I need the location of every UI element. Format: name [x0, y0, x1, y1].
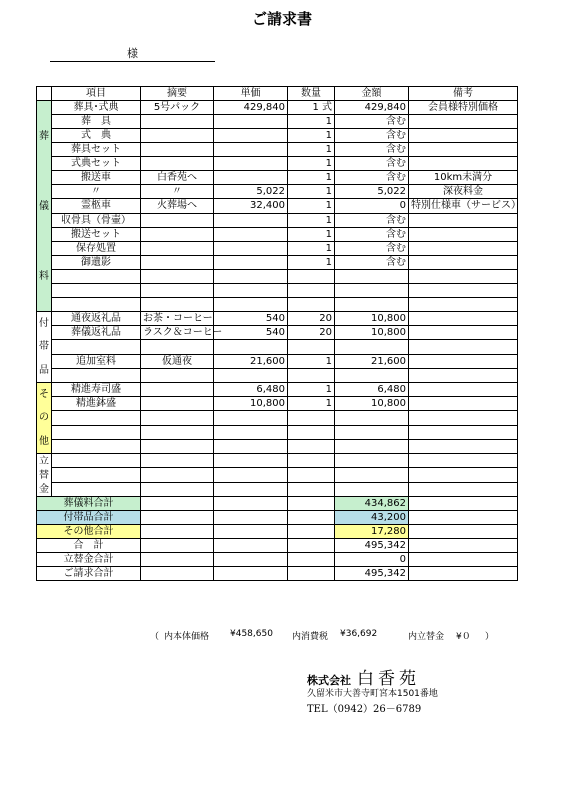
total-label: 葬儀料合計 — [37, 497, 141, 511]
note-cell: 会員様特別価格 — [409, 101, 518, 115]
footer-close: ） — [485, 632, 495, 642]
total-amount: 495,342 — [335, 567, 409, 581]
footer-open: （ — [150, 632, 160, 642]
total-blank — [409, 553, 518, 567]
qty-cell: 20 — [288, 326, 335, 340]
price-cell — [214, 297, 288, 311]
total-blank — [214, 553, 288, 567]
qty-cell: 1 式 — [288, 101, 335, 115]
amount-cell: 含む — [335, 227, 409, 241]
item-cell: 搬送車 — [52, 171, 141, 185]
note-cell — [409, 269, 518, 283]
amount-cell: 429,840 — [335, 101, 409, 115]
total-amount: 495,342 — [335, 539, 409, 553]
price-cell — [214, 241, 288, 255]
item-cell: 葬具･式典 — [52, 101, 141, 115]
qty-cell — [288, 269, 335, 283]
price-cell: 10,800 — [214, 397, 288, 411]
note-cell — [409, 383, 518, 397]
item-cell: 追加室料 — [52, 354, 141, 368]
note-cell — [409, 241, 518, 255]
memo-cell — [141, 454, 214, 468]
item-cell: 搬送セット — [52, 227, 141, 241]
item-cell: 収骨具（骨壷） — [52, 213, 141, 227]
header-cell: 備考 — [409, 87, 518, 101]
category-funeral — [37, 101, 52, 312]
price-cell — [214, 129, 288, 143]
price-cell: 32,400 — [214, 199, 288, 213]
category-char: 他 — [39, 435, 49, 447]
qty-cell — [288, 368, 335, 382]
total-blank — [141, 553, 214, 567]
price-cell — [214, 115, 288, 129]
table-row — [37, 255, 518, 269]
total-blank — [409, 525, 518, 539]
amount-cell: 含む — [335, 115, 409, 129]
qty-cell — [288, 340, 335, 354]
totals-row — [37, 539, 518, 553]
item-cell — [52, 269, 141, 283]
item-cell: 保存処置 — [52, 241, 141, 255]
note-cell — [409, 482, 518, 496]
table-row — [37, 368, 518, 382]
price-cell — [214, 454, 288, 468]
item-cell: 式 典 — [52, 129, 141, 143]
amount-cell — [335, 468, 409, 482]
total-blank — [288, 567, 335, 581]
note-cell — [409, 454, 518, 468]
qty-cell: 1 — [288, 143, 335, 157]
amount-cell — [335, 269, 409, 283]
memo-cell — [141, 255, 214, 269]
category-advance — [37, 454, 52, 497]
category-char: 帯 — [39, 341, 49, 353]
category-char: 金 — [39, 483, 49, 495]
memo-cell — [141, 227, 214, 241]
note-cell — [409, 283, 518, 297]
note-cell — [409, 297, 518, 311]
table-row — [37, 411, 518, 425]
qty-cell — [288, 482, 335, 496]
amount-cell — [335, 340, 409, 354]
item-cell: 葬具セット — [52, 143, 141, 157]
price-cell — [214, 425, 288, 439]
qty-cell: 1 — [288, 397, 335, 411]
item-cell: 〃 — [52, 185, 141, 199]
note-cell: 深夜料金 — [409, 185, 518, 199]
price-cell: 6,480 — [214, 383, 288, 397]
table-row — [37, 326, 518, 340]
amount-cell: 含む — [335, 143, 409, 157]
amount-cell: 含む — [335, 129, 409, 143]
price-cell — [214, 468, 288, 482]
item-cell — [52, 482, 141, 496]
qty-cell — [288, 425, 335, 439]
header-cell: 数量 — [288, 87, 335, 101]
document-title: ご請求書 — [251, 10, 312, 28]
category-label — [39, 454, 49, 496]
price-cell: 21,600 — [214, 354, 288, 368]
memo-cell — [141, 397, 214, 411]
category-char: 葬 — [39, 130, 49, 142]
advance-label: 内立替金 — [408, 632, 445, 642]
memo-cell: 5号パック — [141, 101, 214, 115]
category-char: 儀 — [39, 200, 49, 212]
table-header-row — [37, 87, 518, 101]
table-row — [37, 354, 518, 368]
total-amount: 0 — [335, 553, 409, 567]
table-row — [37, 383, 518, 397]
table-row — [37, 143, 518, 157]
memo-cell — [141, 157, 214, 171]
total-blank — [409, 511, 518, 525]
memo-cell — [141, 213, 214, 227]
note-cell — [409, 227, 518, 241]
table-row — [37, 312, 518, 326]
item-cell: 葬儀返礼品 — [52, 326, 141, 340]
amount-cell: 含む — [335, 171, 409, 185]
total-blank — [141, 567, 214, 581]
company-address: 久留米市大善寺町宮本1501番地 — [307, 689, 438, 699]
note-cell — [409, 340, 518, 354]
qty-cell — [288, 297, 335, 311]
totals-row — [37, 511, 518, 525]
total-label: 立替金合計 — [37, 553, 141, 567]
note-cell — [409, 213, 518, 227]
table-row — [37, 227, 518, 241]
total-blank — [288, 525, 335, 539]
qty-cell — [288, 283, 335, 297]
table-row — [37, 171, 518, 185]
total-label: ご請求合計 — [37, 567, 141, 581]
total-blank — [288, 511, 335, 525]
item-cell — [52, 297, 141, 311]
category-other — [37, 383, 52, 454]
amount-cell — [335, 297, 409, 311]
totals-row — [37, 567, 518, 581]
item-cell — [52, 283, 141, 297]
memo-cell: ラスク＆コーヒー — [141, 326, 214, 340]
table-row — [37, 340, 518, 354]
category-char: 品 — [39, 364, 49, 376]
item-cell: 御遺影 — [52, 255, 141, 269]
amount-cell: 10,800 — [335, 312, 409, 326]
memo-cell — [141, 283, 214, 297]
note-cell — [409, 255, 518, 269]
amount-cell — [335, 482, 409, 496]
note-cell — [409, 143, 518, 157]
qty-cell: 1 — [288, 255, 335, 269]
header-corner — [37, 87, 52, 101]
table-row — [37, 129, 518, 143]
total-blank — [214, 511, 288, 525]
total-blank — [214, 539, 288, 553]
price-cell — [214, 340, 288, 354]
memo-cell — [141, 482, 214, 496]
note-cell — [409, 468, 518, 482]
total-blank — [288, 497, 335, 511]
recipient-line — [50, 48, 215, 62]
qty-cell: 1 — [288, 185, 335, 199]
qty-cell: 1 — [288, 129, 335, 143]
note-cell — [409, 439, 518, 453]
total-blank — [214, 525, 288, 539]
recipient-suffix: 様 — [127, 47, 138, 60]
memo-cell — [141, 297, 214, 311]
amount-cell — [335, 283, 409, 297]
amount-cell: 6,480 — [335, 383, 409, 397]
total-blank — [409, 567, 518, 581]
total-blank — [141, 511, 214, 525]
table-row — [37, 241, 518, 255]
table-row — [37, 213, 518, 227]
header-cell: 金額 — [335, 87, 409, 101]
note-cell — [409, 326, 518, 340]
item-cell: 精進寿司盛 — [52, 383, 141, 397]
base-price-value: ¥458,650 — [230, 629, 273, 639]
memo-cell — [141, 368, 214, 382]
base-price-label: 内本体価格 — [164, 632, 210, 642]
price-cell — [214, 411, 288, 425]
memo-cell: お茶・コーヒー — [141, 312, 214, 326]
note-cell — [409, 411, 518, 425]
qty-cell — [288, 439, 335, 453]
price-cell — [214, 368, 288, 382]
item-cell — [52, 368, 141, 382]
price-cell: 429,840 — [214, 101, 288, 115]
qty-cell: 1 — [288, 157, 335, 171]
category-label — [39, 101, 49, 311]
invoice-table — [36, 86, 521, 581]
price-cell — [214, 482, 288, 496]
amount-cell: 21,600 — [335, 354, 409, 368]
price-cell: 540 — [214, 326, 288, 340]
table-row — [37, 297, 518, 311]
qty-cell: 1 — [288, 199, 335, 213]
item-cell — [52, 411, 141, 425]
total-label: 合 計 — [37, 539, 141, 553]
memo-cell: 白香苑へ — [141, 171, 214, 185]
amount-cell: 含む — [335, 157, 409, 171]
price-cell — [214, 157, 288, 171]
table-row — [37, 115, 518, 129]
category-char: 付 — [39, 318, 49, 330]
memo-cell — [141, 340, 214, 354]
total-blank — [141, 539, 214, 553]
table-row — [37, 157, 518, 171]
price-cell — [214, 439, 288, 453]
table-row — [37, 439, 518, 453]
qty-cell: 1 — [288, 241, 335, 255]
total-blank — [288, 553, 335, 567]
amount-cell — [335, 425, 409, 439]
table-row — [37, 397, 518, 411]
memo-cell — [141, 411, 214, 425]
header-cell: 摘要 — [141, 87, 214, 101]
amount-cell — [335, 439, 409, 453]
advance-value: ¥０ — [456, 632, 471, 642]
amount-cell: 含む — [335, 255, 409, 269]
table-row — [37, 283, 518, 297]
tax-value: ¥36,692 — [340, 629, 378, 639]
qty-cell: 1 — [288, 354, 335, 368]
header-cell: 項目 — [52, 87, 141, 101]
total-amount: 43,200 — [335, 511, 409, 525]
total-blank — [214, 497, 288, 511]
category-char: の — [39, 412, 49, 424]
total-blank — [141, 497, 214, 511]
amount-cell: 含む — [335, 241, 409, 255]
note-cell — [409, 397, 518, 411]
company-tel: TEL（0942）26－6789 — [307, 704, 422, 715]
amount-cell — [335, 411, 409, 425]
note-cell: 10km未満分 — [409, 171, 518, 185]
totals-row — [37, 525, 518, 539]
category-char: そ — [39, 389, 49, 401]
item-cell — [52, 468, 141, 482]
note-cell — [409, 312, 518, 326]
note-cell — [409, 425, 518, 439]
category-accessory — [37, 312, 52, 383]
table-row — [37, 185, 518, 199]
amount-cell — [335, 454, 409, 468]
qty-cell: 1 — [288, 227, 335, 241]
total-blank — [409, 539, 518, 553]
memo-cell — [141, 241, 214, 255]
note-cell — [409, 354, 518, 368]
memo-cell: 〃 — [141, 185, 214, 199]
table-row — [37, 199, 518, 213]
tax-label: 内消費税 — [292, 632, 329, 642]
total-blank — [141, 525, 214, 539]
memo-cell — [141, 269, 214, 283]
memo-cell — [141, 129, 214, 143]
qty-cell — [288, 454, 335, 468]
item-cell: 通夜返礼品 — [52, 312, 141, 326]
total-label: 付帯品合計 — [37, 511, 141, 525]
memo-cell: 仮通夜 — [141, 354, 214, 368]
amount-cell: 0 — [335, 199, 409, 213]
price-cell — [214, 283, 288, 297]
qty-cell: 1 — [288, 383, 335, 397]
total-blank — [409, 497, 518, 511]
category-char: 料 — [39, 270, 49, 282]
note-cell: 特別仕様車（サービス） — [409, 199, 518, 213]
item-cell — [52, 340, 141, 354]
total-amount: 434,862 — [335, 497, 409, 511]
table-row — [37, 425, 518, 439]
memo-cell — [141, 468, 214, 482]
price-cell — [214, 171, 288, 185]
memo-cell — [141, 143, 214, 157]
price-cell — [214, 143, 288, 157]
qty-cell: 1 — [288, 213, 335, 227]
company-prefix: 株式会社 — [307, 674, 351, 687]
amount-cell — [335, 368, 409, 382]
price-cell — [214, 213, 288, 227]
item-cell: 式典セット — [52, 157, 141, 171]
item-cell: 精進鉢盛 — [52, 397, 141, 411]
category-label — [39, 312, 49, 382]
table-row — [37, 269, 518, 283]
category-char: 替 — [39, 469, 49, 481]
item-cell: 葬 具 — [52, 115, 141, 129]
amount-cell: 10,800 — [335, 326, 409, 340]
price-cell: 540 — [214, 312, 288, 326]
memo-cell — [141, 425, 214, 439]
item-cell — [52, 425, 141, 439]
memo-cell: 火葬場へ — [141, 199, 214, 213]
table-row — [37, 454, 518, 468]
price-cell — [214, 227, 288, 241]
memo-cell — [141, 383, 214, 397]
item-cell — [52, 454, 141, 468]
table-row — [37, 101, 518, 115]
note-cell — [409, 115, 518, 129]
qty-cell: 1 — [288, 171, 335, 185]
qty-cell — [288, 411, 335, 425]
qty-cell: 20 — [288, 312, 335, 326]
total-blank — [214, 567, 288, 581]
total-blank — [288, 539, 335, 553]
price-cell: 5,022 — [214, 185, 288, 199]
item-cell: 霊柩車 — [52, 199, 141, 213]
memo-cell — [141, 439, 214, 453]
company-brand: 白香苑 — [357, 669, 420, 689]
total-label: その他合計 — [37, 525, 141, 539]
header-cell: 単価 — [214, 87, 288, 101]
note-cell — [409, 129, 518, 143]
amount-cell: 10,800 — [335, 397, 409, 411]
qty-cell: 1 — [288, 115, 335, 129]
totals-row — [37, 553, 518, 567]
table-row — [37, 482, 518, 496]
note-cell — [409, 157, 518, 171]
category-label — [39, 383, 49, 453]
price-cell — [214, 269, 288, 283]
item-cell — [52, 439, 141, 453]
amount-cell: 5,022 — [335, 185, 409, 199]
total-amount: 17,280 — [335, 525, 409, 539]
category-char: 立 — [39, 455, 49, 467]
price-cell — [214, 255, 288, 269]
table-row — [37, 468, 518, 482]
amount-cell: 含む — [335, 213, 409, 227]
qty-cell — [288, 468, 335, 482]
memo-cell — [141, 115, 214, 129]
note-cell — [409, 368, 518, 382]
totals-row — [37, 497, 518, 511]
